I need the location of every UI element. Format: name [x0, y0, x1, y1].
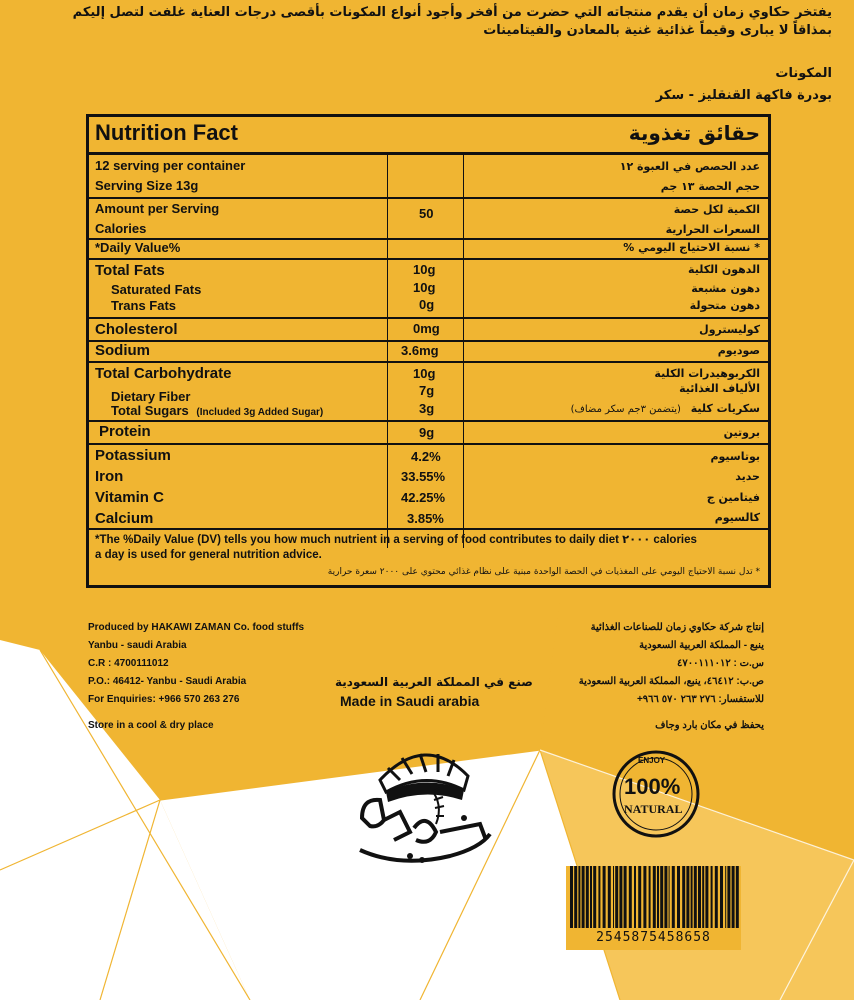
barcode-bar	[720, 866, 723, 928]
barcode-bar	[664, 866, 667, 928]
barcode-bar	[629, 866, 632, 928]
divider	[89, 238, 768, 240]
barcode-bars	[566, 866, 741, 928]
total-sugars-value: 3g	[419, 401, 435, 416]
divider	[89, 317, 768, 319]
barcode	[566, 866, 741, 950]
producer-name-ar: إنتاج شركة حكاوي زمان للصناعات الغذائية	[590, 622, 764, 633]
brand-logo	[340, 728, 510, 873]
iron-value: 33.55%	[401, 469, 446, 484]
total-sugars-text-ar: سكريات كلية	[690, 402, 760, 415]
sodium-label-ar: صوديوم	[717, 344, 760, 357]
serving-size: Serving Size 13g	[95, 178, 199, 193]
cholesterol-label: Cholesterol	[95, 321, 178, 338]
barcode-bar	[702, 866, 704, 928]
barcode-bar	[677, 866, 680, 928]
servings-per-container: 12 serving per container	[95, 158, 246, 173]
nutrition-facts-table	[86, 114, 771, 588]
vitamin-c-label: Vitamin C	[95, 489, 164, 506]
divider	[89, 443, 768, 445]
divider	[89, 420, 768, 422]
saturated-fats-label-ar: دهون مشبعة	[691, 282, 760, 295]
barcode-bar	[694, 866, 697, 928]
barcode-bar	[638, 866, 641, 928]
total-fats-label: Total Fats	[95, 262, 165, 279]
vitamin-c-label-ar: فيتامين ج	[706, 491, 760, 504]
nutrition-title-ar: حقائق تغذوية	[628, 121, 760, 145]
barcode-bar	[660, 866, 663, 928]
barcode-bar	[598, 866, 600, 928]
badge-top-text: ENJOY	[638, 756, 666, 765]
protein-label-ar: بروتين	[723, 426, 760, 439]
barcode-bar	[586, 866, 589, 928]
producer-info-en	[88, 620, 304, 733]
producer-enquiries: For Enquiries: +966 570 263 276	[88, 694, 240, 705]
saturated-fats-label: Saturated Fats	[111, 282, 202, 297]
barcode-bar	[711, 866, 713, 928]
amount-per-serving: Amount per Serving	[95, 201, 220, 216]
barcode-bar	[582, 866, 585, 928]
sodium-value: 3.6mg	[401, 343, 439, 358]
producer-po: P.O.: 46412- Yanbu - Saudi Arabia	[88, 676, 247, 687]
dietary-fiber-label-ar: الألياف الغذائية	[679, 382, 760, 395]
barcode-bar	[615, 866, 618, 928]
cholesterol-value: 0mg	[413, 321, 440, 336]
barcode-bar	[643, 866, 646, 928]
barcode-bar	[570, 866, 573, 928]
barcode-bar	[608, 866, 611, 928]
storage-ar: يحفظ في مكان بارد وجاف	[655, 720, 764, 731]
nutrition-title-en: Nutrition Fact	[95, 120, 238, 145]
barcode-bar	[736, 866, 739, 928]
footnote-en	[95, 533, 765, 563]
iron-label-ar: حديد	[735, 470, 760, 483]
divider	[89, 361, 768, 363]
barcode-bar	[732, 866, 735, 928]
producer-cr: C.R : 4700111012	[88, 658, 169, 669]
barcode-bar	[669, 866, 670, 928]
ingredients-title: المكونات	[775, 66, 832, 81]
producer-location: Yanbu - saudi Arabia	[88, 640, 187, 651]
total-carbohydrate-value: 10g	[413, 366, 436, 381]
producer-location-ar: ينبع - المملكة العربية السعودية	[639, 640, 764, 651]
barcode-bar	[715, 866, 718, 928]
barcode-bar	[698, 866, 701, 928]
total-fats-label-ar: الدهون الكلية	[688, 263, 760, 276]
barcode-bar	[657, 866, 659, 928]
total-sugars-label-ar	[571, 402, 760, 415]
amount-per-serving-ar: الكمية لكل حصة	[673, 203, 760, 216]
producer-enquiries-ar: للاستفسار: ٢٧٦ ٢٦٣ ٥٧٠ ٩٦٦+	[636, 694, 764, 705]
calcium-label: Calcium	[95, 510, 154, 527]
barcode-bar	[578, 866, 580, 928]
made-in-en: Made in Saudi arabia	[340, 693, 480, 709]
iron-label: Iron	[95, 468, 124, 485]
calories-value: 50	[419, 206, 434, 221]
barcode-bar	[682, 866, 685, 928]
calories-label: Calories	[95, 221, 147, 236]
barcode-bar	[634, 866, 636, 928]
hakawi-zaman-logo-icon	[340, 728, 510, 873]
barcode-bar	[619, 866, 622, 928]
potassium-value: 4.2%	[411, 449, 441, 464]
barcode-number: 2545875458658	[596, 930, 711, 945]
divider	[89, 528, 768, 530]
column-divider	[463, 153, 464, 548]
divider	[89, 340, 768, 342]
potassium-label: Potassium	[95, 447, 171, 464]
footnote-en-line-2: a day is used for general nutrition advice.	[95, 549, 322, 561]
total-sugars-note-ar: (يتضمن ٣جم سكر مضاف)	[570, 404, 681, 415]
footnote-en-line-1: *The %Daily Value (DV) tells you how much nutrient in a serving of food contributes to daily diet ٢٠٠٠ calories	[95, 534, 697, 546]
cholesterol-label-ar: كوليسترول	[699, 323, 760, 336]
barcode-bar	[590, 866, 592, 928]
protein-label: Protein	[99, 423, 151, 440]
barcode-bar	[725, 866, 726, 928]
badge-percent: 100%	[624, 774, 681, 799]
trans-fats-label-ar: دهون متحولة	[689, 299, 760, 312]
made-in-ar: صنع في المملكة العربية السعودية	[335, 675, 533, 689]
total-fats-value: 10g	[413, 262, 436, 277]
calcium-value: 3.85%	[407, 511, 444, 526]
sodium-label: Sodium	[95, 342, 150, 359]
total-sugars-note: (Included 3g Added Sugar)	[196, 407, 324, 418]
barcode-bar	[624, 866, 627, 928]
vitamin-c-value: 42.25%	[401, 490, 446, 505]
barcode-bar	[653, 866, 656, 928]
intro-line-2: بمذاقاً لا يبارى وقيماً غذائية غنية بالمعادن والفيتامينات	[483, 23, 832, 38]
total-sugars-label	[111, 403, 323, 418]
barcode-bar	[574, 866, 577, 928]
ingredients-text: بودرة فاكهة القنقليز - سكر	[655, 88, 832, 103]
barcode-bar	[686, 866, 689, 928]
producer-name: Produced by HAKAWI ZAMAN Co. food stuffs	[88, 622, 305, 633]
intro-text	[12, 4, 832, 40]
badge-word: NATURAL	[624, 802, 683, 816]
daily-value-header-ar: * نسبة الاحتياج اليومي %	[623, 241, 760, 254]
potassium-label-ar: بوتاسيوم	[710, 450, 760, 463]
trans-fats-label: Trans Fats	[111, 298, 177, 313]
dietary-fiber-label: Dietary Fiber	[111, 389, 191, 404]
barcode-bar	[691, 866, 693, 928]
divider	[89, 258, 768, 260]
trans-fats-value: 0g	[419, 297, 435, 312]
barcode-bar	[603, 866, 606, 928]
producer-po-ar: ص.ب: ٤٦٤١٢، ينبع، المملكة العربية السعودية	[578, 676, 764, 687]
serving-size-ar: حجم الحصة ١٣ جم	[660, 180, 760, 193]
barcode-bar	[705, 866, 708, 928]
saturated-fats-value: 10g	[413, 280, 436, 295]
barcode-bar	[649, 866, 651, 928]
divider	[89, 197, 768, 199]
total-carbohydrate-label: Total Carbohydrate	[95, 365, 232, 382]
producer-cr-ar: س.ت : ٤٧٠٠١١١٠١٢	[676, 658, 764, 669]
barcode-bar	[593, 866, 596, 928]
total-sugars-text: Total Sugars	[111, 403, 189, 418]
storage-en: Store in a cool & dry place	[88, 720, 214, 731]
divider	[89, 152, 768, 155]
protein-value: 9g	[419, 425, 435, 440]
column-divider	[387, 153, 388, 548]
total-carbohydrate-label-ar: الكربوهيدرات الكلية	[654, 367, 760, 380]
intro-line-1: يفتخر حكاوي زمان أن يقدم منتجاته التي حضرت من أفخر وأجود أنواع المكونات بأقصى درجات العناية غلفت لتصل إليكم	[72, 5, 832, 20]
calcium-label-ar: كالسيوم	[714, 511, 760, 524]
natural-badge	[610, 748, 702, 840]
footnote-ar: * تدل نسبة الاحتياج اليومي على المغذيات في الحصة الواحدة مبنية على نظام غذائي محتوي على ٢٠٠٠ سعرة حرارية	[327, 567, 760, 577]
daily-value-header: *Daily Value%	[95, 240, 181, 255]
calories-label-ar: السعرات الحرارية	[665, 223, 760, 236]
servings-per-container-ar: عدد الحصص في العبوة ١٢	[619, 160, 760, 173]
dietary-fiber-value: 7g	[419, 383, 435, 398]
barcode-bar	[727, 866, 730, 928]
barcode-bar	[613, 866, 614, 928]
barcode-bar	[672, 866, 675, 928]
